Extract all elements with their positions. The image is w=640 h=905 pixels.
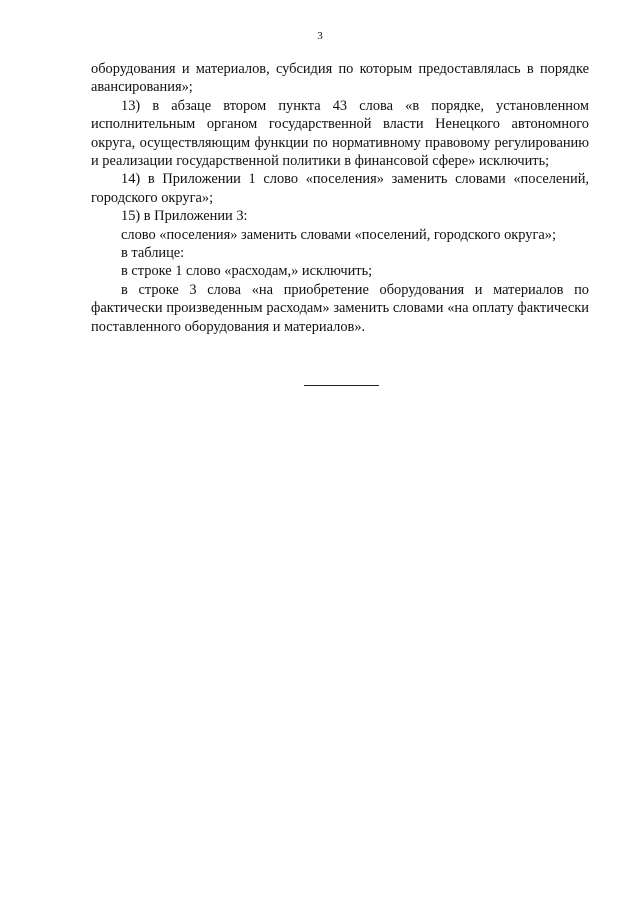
paragraph-continuation: оборудования и материалов, субсидия по которым предоставлялась в порядке авансирования»; [91,61,589,96]
document-body [91,60,589,336]
paragraph-item-14: 14) в Приложении 1 слово «поселения» заменить словами «поселений, городского округа»; [91,171,589,206]
paragraph-item-15-row-1: в строке 1 слово «расходам,» исключить; [121,263,373,280]
paragraph-item-13: 13) в абзаце втором пункта 43 слова «в порядке, установленном исполнительным органом государственной власти Ненецкого автономного округа, осуществляющим функции по нормативному правовому регулированию и реализации государственной политики в финансовой сфере» исключить; [91,97,589,170]
paragraph-item-15: 15) в Приложении 3: [121,208,248,225]
paragraph-item-15-row-3: в строке 3 слова «на приобретение оборудования и материалов по фактически произведенным расходам» заменить словами «на оплату фактически поставленного оборудования и материалов». [91,281,589,335]
paragraph-item-15-table: в таблице: [121,245,185,262]
page-number: 3 [317,30,323,42]
paragraph-item-15-word-replace: слово «поселения» заменить словами «поселений, городского округа»; [121,226,556,243]
end-of-document-divider [304,385,379,386]
